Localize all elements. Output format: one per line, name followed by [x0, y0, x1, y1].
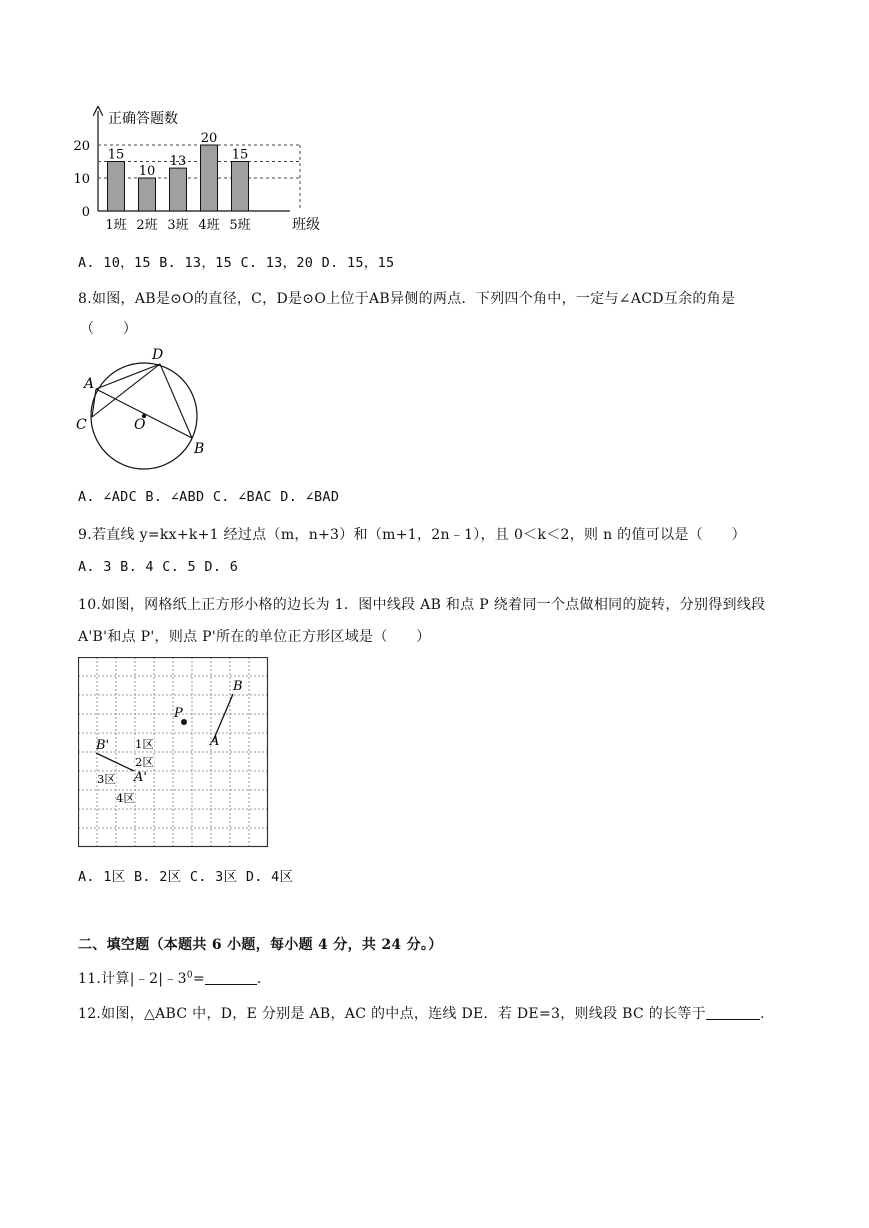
q10-stem-line1: 10.如图，网格纸上正方形小格的边长为 1．图中线段 AB 和点 P 绕着同一个点做相同的旋转，分别得到线段 [78, 597, 766, 613]
data-label-5: 15 [231, 147, 249, 163]
x-axis-label: 班级 [292, 217, 320, 233]
bar-4 [201, 145, 218, 211]
q9-stem: 9.若直线 y=kx+k+1 经过点（m，n+3）和（m+1，2n﹣1），且 0＜k＜2，则 n 的值可以是（ ） [78, 527, 746, 543]
region-2-label: 2区 [135, 755, 154, 769]
label-b-prime: B' [96, 738, 110, 753]
label-b: B [194, 441, 205, 457]
region-3-label: 3区 [97, 772, 116, 786]
region-1-label: 1区 [135, 737, 154, 751]
bar-2 [139, 178, 156, 211]
bar-3 [170, 168, 187, 211]
label-a: A [210, 734, 220, 749]
region-4-label: 4区 [116, 791, 135, 805]
bar-1 [108, 162, 125, 212]
segment-cd [92, 364, 160, 417]
q12-answer-blank [706, 1005, 760, 1020]
q8-paren: （ ） [80, 321, 138, 337]
q10-options: A. 1区 B. 2区 C. 3区 D. 4区 [78, 869, 294, 885]
q8-options: A. ∠ADC B. ∠ABD C. ∠BAC D. ∠BAD [78, 489, 340, 505]
circle-figure [72, 343, 212, 473]
q9-options: A. 3 B. 4 C. 5 D. 6 [78, 559, 239, 575]
y-axis-label: 正确答题数 [108, 111, 178, 127]
data-label-4: 20 [200, 131, 218, 146]
q11: 11.计算$|﹣2|﹣3^0=$ . [78, 970, 262, 987]
data-label-2: 10 [138, 164, 156, 179]
label-a: A [84, 376, 95, 392]
q11-answer-blank [205, 970, 257, 985]
q12: 12.如图，△ABC 中，D，E 分别是 AB，AC 的中点，连线 DE．若 DE=3，则线段 BC 的长等于 . [78, 1006, 765, 1022]
grid-figure [78, 657, 270, 849]
data-label-3: 13 [169, 154, 187, 170]
data-label-1: 15 [107, 147, 125, 163]
segment-db [160, 364, 192, 438]
category-label-5: 5班 [229, 218, 251, 233]
q10-stem-line2: A'B'和点 P'，则点 P'所在的单位正方形区域是（ ） [78, 629, 431, 645]
bar-chart [70, 105, 340, 235]
segment-ad [96, 364, 160, 389]
category-label-3: 3班 [167, 218, 189, 233]
category-label-1: 1班 [105, 218, 127, 233]
category-label-4: 4班 [198, 218, 220, 233]
label-b: B [233, 679, 243, 694]
y-tick-label: 10 [73, 172, 90, 187]
label-o: O [134, 417, 146, 433]
q8-stem: 8.如图，AB是⊙O的直径，C，D是⊙O上位于AB异侧的两点．下列四个角中，一定与∠ACD互余的角是 [78, 291, 736, 307]
label-c: C [76, 417, 87, 433]
label-d: D [152, 347, 164, 363]
label-a-prime: A' [134, 770, 147, 785]
y-tick-label: 20 [73, 139, 90, 154]
segment-a-prime-b-prime [96, 753, 134, 771]
category-label-2: 2班 [136, 218, 158, 233]
label-p: P [174, 706, 183, 721]
q7-options: A. 10，15 B. 13，15 C. 13，20 D. 15，15 [78, 255, 395, 271]
section-title: 二、填空题（本题共 6 小题，每小题 4 分，共 24 分。） [78, 937, 443, 953]
bar-5 [232, 162, 249, 212]
y-tick-label: 0 [81, 205, 90, 220]
